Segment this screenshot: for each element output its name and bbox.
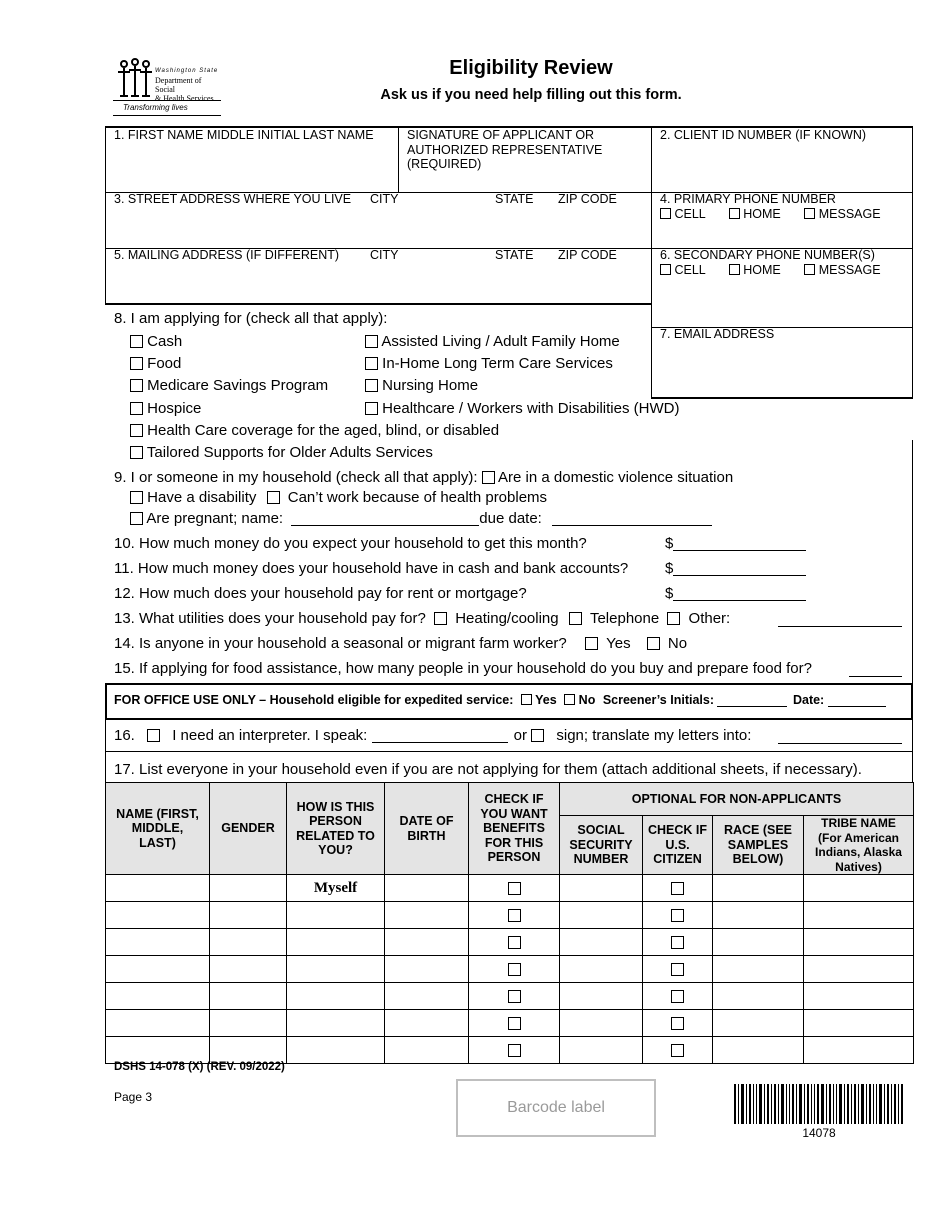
relation-myself: Myself: [313, 879, 358, 896]
ssn-cell[interactable]: [560, 902, 643, 929]
name-cell[interactable]: [106, 983, 210, 1010]
ssn-cell[interactable]: [560, 1037, 643, 1064]
street-address-field[interactable]: [114, 192, 649, 246]
q9-row3: [130, 510, 712, 528]
home-label: HOME: [743, 262, 781, 277]
ssn-cell[interactable]: [560, 929, 643, 956]
dshs-logo: [113, 58, 223, 118]
race-cell[interactable]: [713, 956, 804, 983]
benefits-checkbox[interactable]: [508, 1017, 521, 1030]
gender-cell[interactable]: [210, 875, 287, 902]
race-cell[interactable]: [713, 983, 804, 1010]
option-label: Nursing Home: [382, 377, 479, 394]
tribe-cell[interactable]: [804, 929, 914, 956]
gender-cell[interactable]: [210, 1010, 287, 1037]
logo-state: Washington State: [155, 68, 219, 74]
q8-option-health-care[interactable]: [130, 422, 499, 440]
q8-option-cash[interactable]: [130, 333, 182, 351]
table-row: [106, 1010, 914, 1037]
q11-input[interactable]: [665, 560, 806, 578]
option-label: Healthcare / Workers with Disabilities (HWD): [382, 400, 680, 417]
sign-label: sign; translate my letters into:: [556, 727, 752, 744]
option-label: Health Care coverage for the aged, blind, or disabled: [147, 422, 500, 439]
table-row: [106, 956, 914, 983]
dv-label: Are in a domestic violence situation: [498, 469, 734, 486]
table-row: [106, 902, 914, 929]
gender-cell[interactable]: [210, 902, 287, 929]
q13-label: 13. What utilities does your household pay for?: [114, 610, 426, 627]
tribe-cell[interactable]: [804, 956, 914, 983]
tribe-cell[interactable]: [804, 1010, 914, 1037]
other-checkbox[interactable]: [667, 612, 680, 625]
q8-option-hwd[interactable]: [365, 400, 679, 418]
dollar-sign: $: [665, 585, 674, 602]
q13-row: [114, 610, 730, 628]
logo-dept-line2: & Health Services: [155, 94, 214, 103]
race-cell[interactable]: [713, 1010, 804, 1037]
telephone-checkbox[interactable]: [569, 612, 582, 625]
amount-line[interactable]: [673, 536, 806, 551]
citizen-cell: [643, 902, 713, 929]
cant-work-checkbox[interactable]: [267, 491, 280, 504]
dob-cell[interactable]: [385, 929, 469, 956]
citizen-checkbox[interactable]: [671, 963, 684, 976]
option-label: Medicare Savings Program: [147, 377, 329, 394]
q9-label: 9. I or someone in my household (check all that apply):: [114, 469, 478, 486]
gender-cell[interactable]: [210, 929, 287, 956]
citizen-checkbox[interactable]: [671, 909, 684, 922]
gender-cell[interactable]: [210, 1037, 287, 1064]
dob-cell[interactable]: [385, 902, 469, 929]
relation-cell[interactable]: [287, 902, 385, 929]
primary-phone-field[interactable]: [660, 192, 910, 246]
citizen-cell: [643, 929, 713, 956]
option-label: In-Home Long Term Care Services: [382, 355, 613, 372]
cant-work-label: Can’t work because of health problems: [287, 489, 548, 506]
client-id-field[interactable]: 2. CLIENT ID NUMBER (IF KNOWN): [660, 128, 867, 142]
q14-label: 14. Is anyone in your household a seasonal or migrant farm worker?: [114, 635, 567, 652]
mailing-address-label: 5. MAILING ADDRESS (IF DIFFERENT): [114, 248, 340, 262]
tribe-cell[interactable]: [804, 1037, 914, 1064]
q16-row: [114, 727, 751, 745]
benefits-cell: [469, 902, 560, 929]
q14-yes-checkbox[interactable]: [585, 637, 598, 650]
benefits-checkbox[interactable]: [508, 909, 521, 922]
checkbox[interactable]: [130, 424, 143, 437]
q16-number: 16.: [114, 727, 135, 744]
checkbox[interactable]: [365, 335, 378, 348]
other-utility-input[interactable]: [778, 612, 902, 627]
table-row: [106, 875, 914, 902]
checkbox[interactable]: [130, 357, 143, 370]
col-dob-header: DATE OF BIRTH: [385, 783, 469, 875]
office-date-input[interactable]: [828, 695, 886, 707]
citizen-checkbox[interactable]: [671, 936, 684, 949]
barcode-label-text: Barcode label: [507, 1099, 605, 1116]
pregnant-name-input[interactable]: [291, 511, 479, 526]
benefits-cell: [469, 1037, 560, 1064]
col-tribe-header: TRIBE NAME (For American Indians, Alaska Natives): [804, 816, 914, 875]
zip-label: ZIP CODE: [558, 192, 617, 206]
dob-cell[interactable]: [385, 1037, 469, 1064]
amount-line[interactable]: [673, 561, 806, 576]
telephone-label: Telephone: [589, 610, 660, 627]
col-gender-header: GENDER: [210, 783, 287, 875]
q12-label: 12. How much does your household pay for rent or mortgage?: [114, 585, 527, 602]
page-title: Eligibility Review: [449, 57, 613, 79]
col-optional-header: OPTIONAL FOR NON-APPLICANTS: [560, 783, 914, 816]
office-yes-label: Yes: [535, 693, 557, 707]
household-table: [105, 782, 914, 1064]
interpreter-checkbox[interactable]: [147, 729, 160, 742]
dob-cell[interactable]: [385, 956, 469, 983]
relation-cell[interactable]: [287, 1010, 385, 1037]
citizen-cell: [643, 875, 713, 902]
benefits-cell: [469, 956, 560, 983]
city-label: CITY: [370, 248, 399, 262]
q8-option-in-home[interactable]: [365, 355, 613, 373]
amount-line[interactable]: [673, 586, 806, 601]
state-label: STATE: [495, 192, 534, 206]
ssn-cell[interactable]: [560, 956, 643, 983]
q9-row2: [130, 489, 547, 507]
relation-cell[interactable]: [287, 875, 385, 902]
form-id: DSHS 14-078 (X) (REV. 09/2022): [114, 1061, 285, 1073]
secondary-cell-checkbox[interactable]: [660, 264, 671, 275]
relation-cell[interactable]: [287, 929, 385, 956]
pregnant-checkbox[interactable]: [130, 512, 143, 525]
interpreter-label: I need an interpreter. I speak:: [172, 727, 368, 744]
option-label: Tailored Supports for Older Adults Services: [146, 444, 433, 461]
checkbox[interactable]: [365, 379, 378, 392]
race-cell[interactable]: [713, 1037, 804, 1064]
benefits-checkbox[interactable]: [508, 990, 521, 1003]
primary-phone-label: 4. PRIMARY PHONE NUMBER: [660, 192, 836, 206]
q8-option-medicare[interactable]: [130, 377, 328, 395]
q15-input[interactable]: [849, 662, 902, 677]
pregnant-label: Are pregnant; name:: [146, 510, 284, 527]
secondary-phone-field[interactable]: [660, 248, 910, 326]
gender-cell[interactable]: [210, 983, 287, 1010]
office-no-checkbox[interactable]: [564, 694, 575, 705]
cell-label: CELL: [674, 262, 706, 277]
office-yes-checkbox[interactable]: [521, 694, 532, 705]
name-cell[interactable]: [106, 929, 210, 956]
col-citizen-header: CHECK IF U.S. CITIZEN: [643, 816, 713, 875]
q8-option-assisted-living[interactable]: [365, 333, 620, 351]
state-label: STATE: [495, 248, 534, 262]
dollar-sign: $: [665, 535, 674, 552]
logo-tagline: Transforming lives: [123, 103, 188, 112]
cell-label: CELL: [674, 206, 706, 221]
page-number: Page 3: [114, 1090, 153, 1104]
col-race-header: RACE (SEE SAMPLES BELOW): [713, 816, 804, 875]
relation-cell[interactable]: [287, 956, 385, 983]
option-label: Assisted Living / Adult Family Home: [381, 333, 620, 350]
q8-option-nursing-home[interactable]: [365, 377, 478, 395]
barcode-number: 14078: [802, 1126, 836, 1140]
relation-cell[interactable]: [287, 1037, 385, 1064]
citizen-cell: [643, 956, 713, 983]
q10-input[interactable]: [665, 535, 806, 553]
dollar-sign: $: [665, 560, 674, 577]
office-date-label: Date:: [792, 693, 825, 707]
citizen-cell: [643, 1010, 713, 1037]
gender-cell[interactable]: [210, 956, 287, 983]
signature-field[interactable]: SIGNATURE OF APPLICANT OR AUTHORIZED REPRESENTATIVE (REQUIRED): [407, 128, 603, 171]
q14-row: [114, 635, 687, 653]
heating-checkbox[interactable]: [434, 612, 447, 625]
q8-label: 8. I am applying for (check all that apply):: [114, 310, 388, 327]
ssn-cell[interactable]: [560, 1010, 643, 1037]
benefits-checkbox[interactable]: [508, 963, 521, 976]
citizen-checkbox[interactable]: [671, 990, 684, 1003]
table-row: [106, 929, 914, 956]
name-cell[interactable]: [106, 875, 210, 902]
q10-label: 10. How much money do you expect your household to get this month?: [114, 535, 587, 552]
checkbox[interactable]: [365, 402, 378, 415]
heating-label: Heating/cooling: [455, 610, 559, 627]
city-label: CITY: [370, 192, 399, 206]
benefits-cell: [469, 929, 560, 956]
name-cell[interactable]: [106, 902, 210, 929]
q12-input[interactable]: [665, 585, 806, 603]
checkbox[interactable]: [365, 357, 378, 370]
language-input[interactable]: [372, 728, 508, 743]
due-date-label: due date:: [479, 510, 542, 527]
option-label: Food: [147, 355, 182, 372]
citizen-cell: [643, 1037, 713, 1064]
secondary-home-checkbox[interactable]: [729, 264, 740, 275]
yes-label: Yes: [606, 635, 631, 652]
benefits-cell: [469, 875, 560, 902]
screener-initials-label: Screener’s Initials:: [602, 693, 714, 707]
q9-row1: [114, 469, 733, 487]
race-cell[interactable]: [713, 929, 804, 956]
benefits-cell: [469, 983, 560, 1010]
message-label: MESSAGE: [818, 206, 881, 221]
mailing-address-field[interactable]: [114, 248, 649, 302]
col-related-header: HOW IS THIS PERSON RELATED TO YOU?: [287, 783, 385, 875]
q17-label: 17. List everyone in your household even if you are not applying for them (attach additional sheets, if necessary).: [114, 761, 862, 778]
benefits-checkbox[interactable]: [508, 936, 521, 949]
col-benefits-header: CHECK IF YOU WANT BENEFITS FOR THIS PERSON: [469, 783, 560, 875]
q8-option-tailored[interactable]: [130, 444, 433, 462]
q8-option-hospice[interactable]: [130, 400, 201, 418]
secondary-message-checkbox[interactable]: [804, 264, 815, 275]
dob-cell[interactable]: [385, 875, 469, 902]
checkbox[interactable]: [130, 446, 143, 459]
sign-checkbox[interactable]: [531, 729, 544, 742]
logo-dept: [155, 76, 223, 103]
q15-label: 15. If applying for food assistance, how many people in your household do you buy and prepare food for?: [114, 660, 812, 677]
citizen-checkbox[interactable]: [671, 882, 684, 895]
citizen-checkbox[interactable]: [671, 1017, 684, 1030]
table-row: [106, 1037, 914, 1064]
ssn-cell[interactable]: [560, 983, 643, 1010]
secondary-phone-label: 6. SECONDARY PHONE NUMBER(S): [660, 248, 875, 262]
first-name-field[interactable]: 1. FIRST NAME MIDDLE INITIAL LAST NAME: [114, 128, 374, 142]
checkbox[interactable]: [130, 402, 143, 415]
screener-initials-input[interactable]: [717, 695, 787, 707]
benefits-cell: [469, 1010, 560, 1037]
name-cell[interactable]: [106, 1037, 210, 1064]
no-label: No: [667, 635, 688, 652]
or-label: or: [513, 727, 528, 744]
q14-no-checkbox[interactable]: [647, 637, 660, 650]
due-date-input[interactable]: [552, 511, 712, 526]
home-label: HOME: [743, 206, 781, 221]
col-name-header: NAME (FIRST, MIDDLE, LAST): [106, 783, 210, 875]
citizen-checkbox[interactable]: [671, 1044, 684, 1057]
office-use-row: [114, 693, 886, 707]
disability-checkbox[interactable]: [130, 491, 143, 504]
other-label: Other:: [688, 610, 731, 627]
q8-option-food[interactable]: [130, 355, 181, 373]
table-row: [106, 983, 914, 1010]
primary-home-checkbox[interactable]: [729, 208, 740, 219]
email-field[interactable]: 7. EMAIL ADDRESS: [660, 327, 775, 341]
zip-label: ZIP CODE: [558, 248, 617, 262]
race-cell[interactable]: [713, 902, 804, 929]
barcode-label-box: [456, 1079, 656, 1137]
office-no-label: No: [578, 693, 596, 707]
checkbox[interactable]: [130, 379, 143, 392]
message-label: MESSAGE: [818, 262, 881, 277]
logo-dept-line1: Department of Social: [155, 76, 202, 94]
name-cell[interactable]: [106, 956, 210, 983]
q11-label: 11. How much money does your household have in cash and bank accounts?: [114, 560, 629, 577]
benefits-checkbox[interactable]: [508, 882, 521, 895]
primary-message-checkbox[interactable]: [804, 208, 815, 219]
citizen-cell: [643, 983, 713, 1010]
translate-language-input[interactable]: [778, 729, 902, 744]
ssn-cell[interactable]: [560, 875, 643, 902]
option-label: Hospice: [147, 400, 202, 417]
page-subtitle: Ask us if you need help filling out this form.: [380, 87, 682, 103]
dv-checkbox[interactable]: [482, 471, 495, 484]
col-ssn-header: SOCIAL SECURITY NUMBER: [560, 816, 643, 875]
people-icon: [115, 58, 155, 98]
dob-cell[interactable]: [385, 1010, 469, 1037]
dob-cell[interactable]: [385, 983, 469, 1010]
tribe-cell[interactable]: [804, 902, 914, 929]
option-label: Cash: [147, 333, 183, 350]
barcode-icon: [734, 1084, 904, 1124]
benefits-checkbox[interactable]: [508, 1044, 521, 1057]
primary-cell-checkbox[interactable]: [660, 208, 671, 219]
office-use-label: FOR OFFICE USE ONLY – Household eligible for expedited service:: [114, 693, 514, 707]
street-address-label: 3. STREET ADDRESS WHERE YOU LIVE: [114, 192, 352, 206]
relation-cell[interactable]: [287, 983, 385, 1010]
tribe-cell[interactable]: [804, 875, 914, 902]
race-cell[interactable]: [713, 875, 804, 902]
disability-label: Have a disability: [147, 489, 257, 506]
name-cell[interactable]: [106, 1010, 210, 1037]
tribe-cell[interactable]: [804, 983, 914, 1010]
checkbox[interactable]: [130, 335, 143, 348]
